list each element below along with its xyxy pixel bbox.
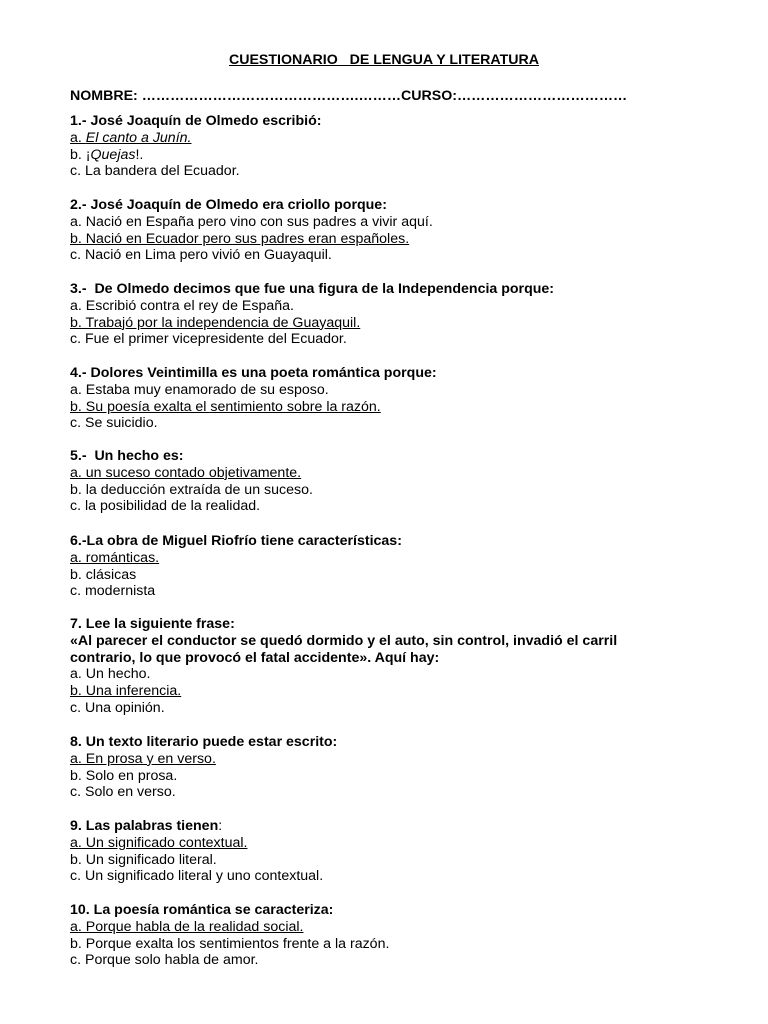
option-b: b. Porque exalta los sentimientos frente a la razón. — [70, 935, 390, 952]
question-4 — [70, 365, 710, 432]
option-a: a. Un hecho. — [70, 666, 151, 683]
option-a: a. Nació en España pero vino con sus padres a vivir aquí. — [70, 213, 433, 230]
option-a: a. un suceso contado objetivamente. — [70, 464, 302, 481]
question-stem: 4.- Dolores Veintimilla es una poeta romántica porque: — [70, 365, 437, 381]
question-1 — [70, 113, 710, 180]
quoted-sentence-line-1: «Al parecer el conductor se quedó dormido y el auto, sin control, invadió el carril — [70, 632, 618, 649]
option-a: a. Porque habla de la realidad social. — [70, 918, 304, 935]
option-c: c. La bandera del Ecuador. — [70, 163, 240, 180]
question-9 — [70, 818, 710, 885]
option-a: a. románticas. — [70, 549, 160, 566]
question-stem: 3.- De Olmedo decimos que fue una figura de la Independencia porque: — [70, 281, 555, 297]
option-b: b. la deducción extraída de un suceso. — [70, 481, 313, 498]
question-stem: 6.-La obra de Miguel Riofrío tiene características: — [70, 533, 402, 549]
name-course-line: NOMBRE: ……………………………………….………CURSO:……………………………… — [70, 88, 628, 104]
option-b: b. clásicas — [70, 566, 137, 583]
option-a: a. En prosa y en verso. — [70, 750, 216, 767]
question-stem: 5.- Un hecho es: — [70, 448, 184, 464]
option-b: b. Un significado literal. — [70, 851, 217, 868]
option-c: c. Porque solo habla de amor. — [70, 952, 259, 969]
question-7 — [70, 616, 710, 717]
question-3 — [70, 281, 710, 348]
option-a: a. Escribió contra el rey de España. — [70, 297, 294, 314]
option-c: c. la posibilidad de la realidad. — [70, 498, 261, 515]
option-c: c. Un significado literal y uno contextual. — [70, 868, 324, 885]
option-c: c. Nació en Lima pero vivió en Guayaquil. — [70, 247, 332, 264]
option-b: b. Solo en prosa. — [70, 767, 178, 784]
option-b: b. Trabajó por la independencia de Guayaquil. — [70, 314, 361, 331]
option-a: a. El canto a Junín. — [70, 129, 192, 146]
option-c: c. Una opinión. — [70, 699, 165, 716]
option-a: a. Estaba muy enamorado de su esposo. — [70, 381, 329, 398]
question-stem: 2.- José Joaquín de Olmedo era criollo porque: — [70, 197, 387, 213]
option-b: b. Nació en Ecuador pero sus padres eran españoles. — [70, 230, 410, 247]
option-b: b. ¡Quejas!. — [70, 146, 144, 163]
option-b: b. Una inferencia. — [70, 683, 182, 700]
question-5 — [70, 448, 710, 515]
document-title: CUESTIONARIO DE LENGUA Y LITERATURA — [228, 52, 540, 68]
question-8 — [70, 734, 710, 801]
option-b: b. Su poesía exalta el sentimiento sobre la razón. — [70, 398, 381, 415]
quoted-sentence-line-2: contrario, lo que provocó el fatal accidente». Aquí hay: — [70, 649, 440, 666]
option-c: c. modernista — [70, 583, 156, 600]
option-c: c. Fue el primer vicepresidente del Ecuador. — [70, 331, 347, 348]
question-stem: 1.- José Joaquín de Olmedo escribió: — [70, 113, 322, 129]
question-stem: 8. Un texto literario puede estar escrito: — [70, 734, 338, 750]
question-2 — [70, 197, 710, 264]
question-stem: 7. Lee la siguiente frase: — [70, 616, 235, 632]
option-c: c. Solo en verso. — [70, 784, 176, 801]
option-a: a. Un significado contextual. — [70, 834, 248, 851]
question-6 — [70, 533, 710, 600]
option-c: c. Se suicidio. — [70, 415, 158, 432]
question-10 — [70, 902, 710, 969]
question-stem: 10. La poesía romántica se caracteriza: — [70, 902, 334, 918]
question-stem: 9. Las palabras tienen: — [70, 818, 223, 834]
